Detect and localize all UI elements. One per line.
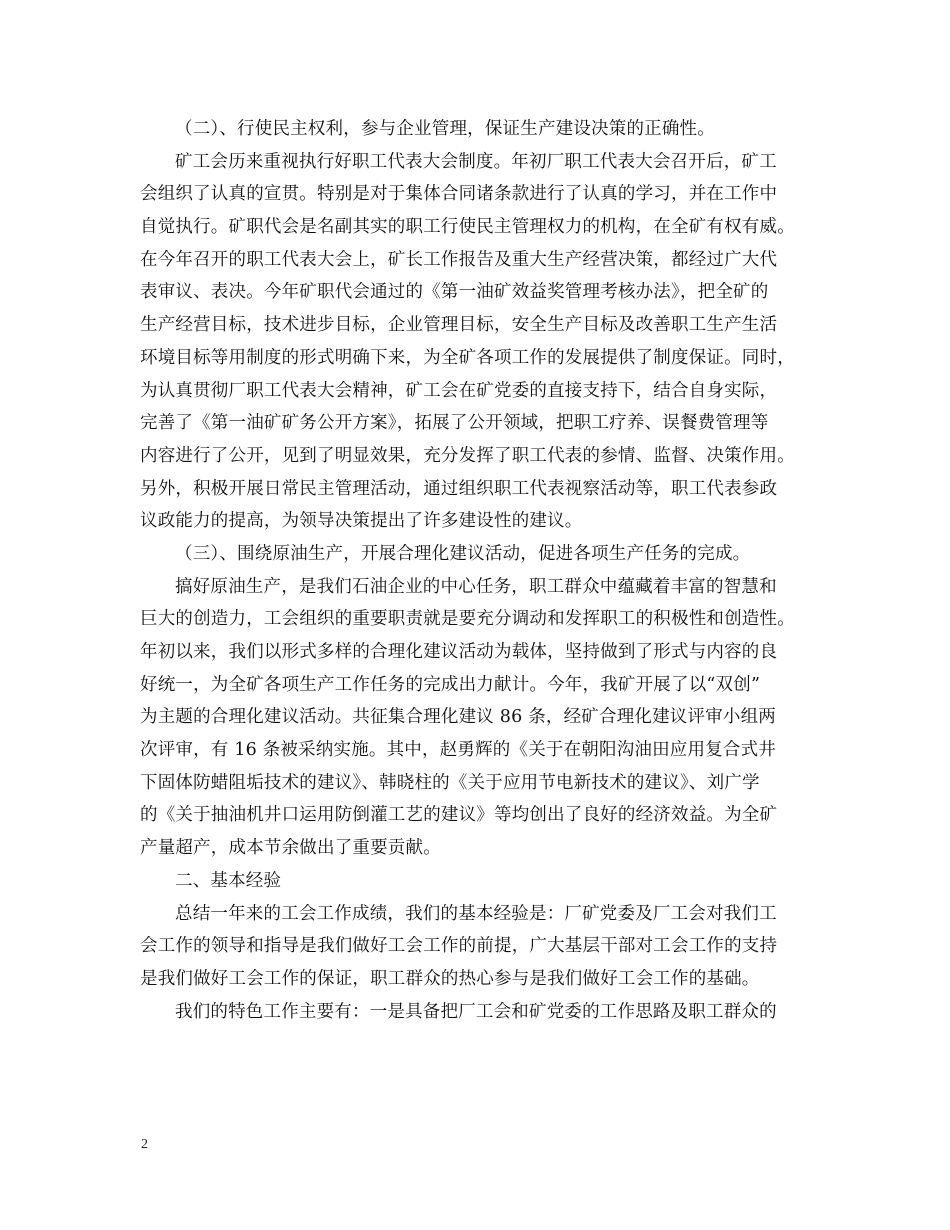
paragraph-line: 好统一，为全矿各项生产工作任务的完成出力献计。今年，我矿开展了以“双创” <box>140 674 761 695</box>
paragraph-line: 在今年召开的职工代表大会上，矿长工作报告及重大生产经营决策，都经过广大代 <box>140 249 778 270</box>
paragraph-line: 自觉执行。矿职代会是名副其实的职工行使民主管理权力的机构，在全矿有权有威。 <box>140 217 795 238</box>
paragraph-line: 巨大的创造力，工会组织的重要职责就是要充分调动和发挥职工的积极性和创造性。 <box>140 609 795 630</box>
section-heading: （三）、围绕原油生产，开展合理化建议活动，促进各项生产任务的完成。 <box>175 543 751 564</box>
paragraph-line: 搞好原油生产，是我们石油企业的中心任务，职工群众中蕴藏着丰富的智慧和 <box>175 576 777 597</box>
paragraph-line: 表审议、表决。今年矿职代会通过的《第一油矿效益奖管理考核办法》，把全矿的 <box>140 282 769 303</box>
document-body <box>140 113 820 1028</box>
paragraph-line: 为主题的合理化建议活动。共征集合理化建议 86 条，经矿合理化建议评审小组两 <box>140 707 776 728</box>
paragraph-line: 环境目标等用制度的形式明确下来，为全矿各项工作的发展提供了制度保证。同时， <box>140 347 795 368</box>
paragraph-line: 总结一年来的工会工作成绩，我们的基本经验是：厂矿党委及厂工会对我们工 <box>175 903 777 924</box>
paragraph-line: 另外，积极开展日常民主管理活动，通过组织职工代表视察活动等，职工代表参政 <box>140 478 778 499</box>
paragraph-line: 生产经营目标，技术进步目标，企业管理目标，安全生产目标及改善职工生产生活 <box>140 315 778 336</box>
section-heading: 二、基本经验 <box>175 870 282 891</box>
page-number: 2 <box>141 1137 148 1152</box>
paragraph-line: 次评审，有 16 条被采纳实施。其中，赵勇辉的《关于在朝阳沟油田应用复合式井 <box>140 740 776 761</box>
paragraph-line: 会组织了认真的宣贯。特别是对于集体合同诸条款进行了认真的学习，并在工作中 <box>140 184 778 205</box>
paragraph-line: 完善了《第一油矿矿务公开方案》，拓展了公开领域，把职工疗养、误餐费管理等 <box>140 413 769 434</box>
section-heading: （二）、行使民主权利，参与企业管理，保证生产建设决策的正确性。 <box>175 119 715 139</box>
paragraph-line: 的《关于抽油机井口运用防倒灌工艺的建议》等均创出了良好的经济效益。为全矿 <box>140 805 778 826</box>
paragraph-line: 会工作的领导和指导是我们做好工会工作的前提，广大基层干部对工会工作的支持 <box>140 936 778 957</box>
paragraph-line: 内容进行了公开，见到了明显效果，充分发挥了职工代表的参情、监督、决策作用。 <box>140 445 795 466</box>
paragraph-line: 是我们做好工会工作的保证，职工群众的热心参与是我们做好工会工作的基础。 <box>140 968 760 989</box>
paragraph-line: 下固体防蜡阻垢技术的建议》、韩晓柱的《关于应用节电新技术的建议》、刘广学 <box>140 772 760 793</box>
paragraph-line: 年初以来，我们以形式多样的合理化建议活动为载体，坚持做到了形式与内容的良 <box>140 642 778 662</box>
paragraph-line: 我们的特色工作主要有：一是具备把厂工会和矿党委的工作思路及职工群众的 <box>175 1001 777 1022</box>
paragraph-line: 产量超产，成本节余做出了重要贡献。 <box>140 838 441 859</box>
paragraph-line: 为认真贯彻厂职工代表大会精神，矿工会在矿党委的直接支持下，结合自身实际， <box>140 380 778 401</box>
paragraph-line: 矿工会历来重视执行好职工代表大会制度。年初厂职工代表大会召开后，矿工 <box>175 151 777 172</box>
paragraph-line: 议政能力的提高，为领导决策提出了许多建设性的建议。 <box>140 511 583 532</box>
